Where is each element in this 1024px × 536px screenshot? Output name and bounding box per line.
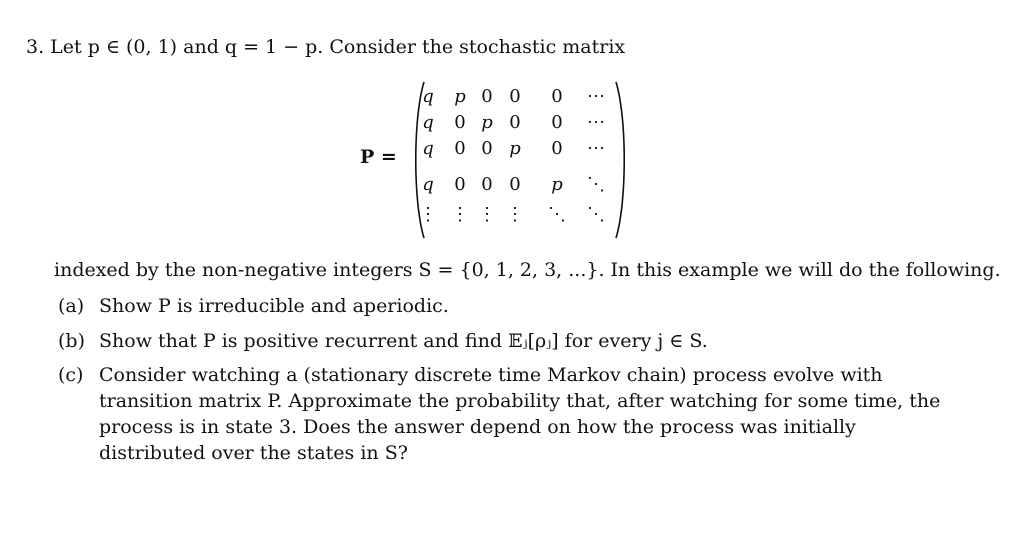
part-b-label: (b) — [58, 330, 85, 352]
matrix-cell-r3-c0: q — [422, 174, 434, 195]
matrix-cell-r0-c3: 0 — [509, 86, 521, 107]
matrix-cell-r2-c2: 0 — [481, 138, 493, 159]
matrix-cell-r2-c4: 0 — [551, 138, 563, 159]
part-b-text: Show that P is positive recurrent and find 𝔼ⱼ[ρⱼ] for every j ∈ S. — [99, 330, 708, 352]
matrix-cell-r4-c5: ⋱ — [587, 204, 605, 225]
part-a-label: (a) — [58, 295, 85, 317]
matrix-cell-r1-c3: 0 — [509, 112, 521, 133]
matrix-cell-r2-c5: ⋯ — [587, 138, 605, 159]
matrix-label: P = — [360, 146, 397, 168]
matrix-cell-r2-c3: p — [509, 138, 521, 159]
matrix-cell-r0-c4: 0 — [551, 86, 563, 107]
matrix-cell-r3-c1: 0 — [454, 174, 466, 195]
matrix-cell-r1-c2: p — [481, 112, 493, 133]
matrix-cell-r4-c1: ⋮ — [451, 204, 469, 225]
matrix-cell-r1-c0: q — [422, 112, 434, 133]
part-c-text: Consider watching a (stationary discrete time Markov chain) process evolve with transition matrix P. Approximate the probability that, after watching for some time, the process is in state 3. Does the answer depend on how the process was initially distributed over the states in S? — [99, 364, 941, 464]
matrix-cell-r1-c5: ⋯ — [587, 112, 605, 133]
matrix-cell-r1-c1: 0 — [454, 112, 466, 133]
matrix-cell-r3-c3: 0 — [509, 174, 521, 195]
matrix-cell-r3-c5: ⋱ — [587, 174, 605, 195]
matrix-cell-r0-c2: 0 — [481, 86, 493, 107]
problem-intro: 3. Let p ∈ (0, 1) and q = 1 − p. Consider the stochastic matrix — [26, 36, 626, 58]
matrix-cell-r3-c4: p — [551, 174, 563, 195]
matrix-cell-r2-c1: 0 — [454, 138, 466, 159]
matrix-cell-r1-c4: 0 — [551, 112, 563, 133]
matrix-cell-r4-c0: ⋮ — [419, 204, 437, 225]
matrix-cell-r4-c4: ⋱ — [548, 204, 566, 225]
right-parenthesis — [613, 80, 631, 240]
matrix-cell-r0-c0: q — [422, 86, 434, 107]
matrix-cell-r4-c2: ⋮ — [478, 204, 496, 225]
matrix-cell-r2-c0: q — [422, 138, 434, 159]
part-c-label: (c) — [58, 364, 84, 386]
matrix-cell-r0-c5: ⋯ — [587, 86, 605, 107]
index-description: indexed by the non-negative integers S = {0, 1, 2, 3, ...}. In this example we will do the following. — [54, 259, 1001, 281]
part-a-text: Show P is irreducible and aperiodic. — [99, 295, 449, 317]
stochastic-matrix — [355, 80, 655, 245]
matrix-cell-r3-c2: 0 — [481, 174, 493, 195]
matrix-cell-r4-c3: ⋮ — [506, 204, 524, 225]
matrix-cell-r0-c1: p — [454, 86, 466, 107]
